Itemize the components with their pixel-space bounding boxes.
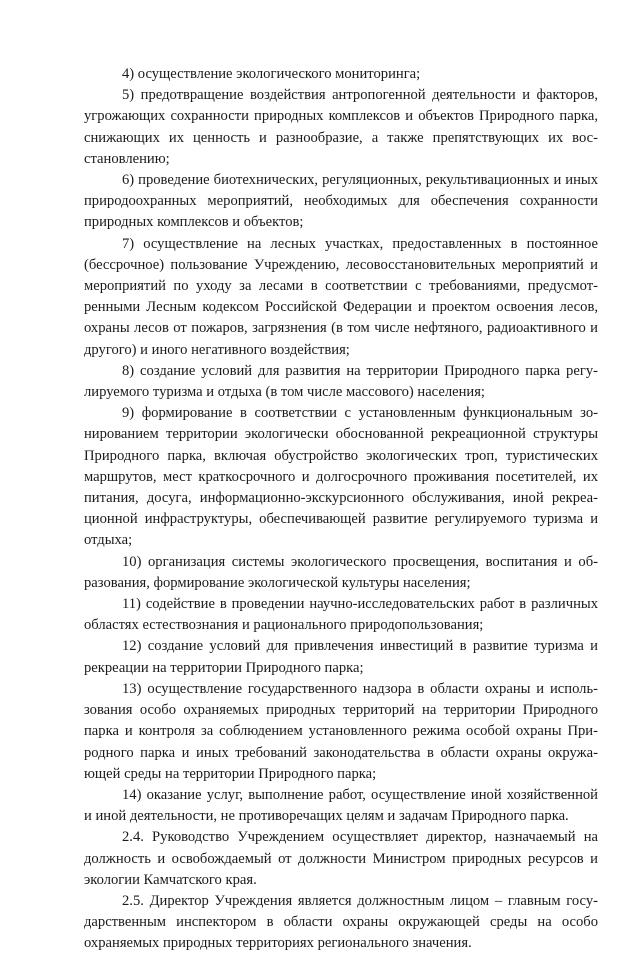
document-page bbox=[84, 64, 598, 955]
paragraph-item-11-research: 11) содействие в проведении научно-исследовательских работ в различных областях естествознания и рационального природопользования; bbox=[84, 596, 598, 634]
paragraph-item-6-measures: 6) проведение биотехнических, регуляционных, рекультивационных и иных природоохранных мероприятий, необходимых для обеспечения сохранности природных комплексов и объектов; bbox=[84, 172, 598, 231]
paragraph-item-13-supervision: 13) осуществление государственного надзора в области охраны и использования особо охраняемых природных территорий на территории Природного парка и контроля за соблюдением установленного режима особой охраны Природного парка и иных требований законодательства в области охраны окружающей среды на территории Природного парка; bbox=[84, 680, 598, 782]
paragraph-item-10-education: 10) организация системы экологического просвещения, воспитания и образования, формирование экологической культуры населения; bbox=[84, 553, 598, 591]
paragraph-section-2-5: 2.5. Директор Учреждения является должностным лицом – главным государственным инспектором в области охраны окружающей среды на особо охраняемых природных территориях регионального значения. bbox=[84, 892, 598, 952]
paragraph-item-4-monitoring: 4) осуществление экологического мониторинга; bbox=[122, 66, 421, 82]
paragraph-item-12-investment: 12) создание условий для привлечения инвестиций в развитие туризма и рекреации на территории Природного парка; bbox=[84, 638, 598, 676]
paragraph-section-2-4: 2.4. Руководство Учреждением осуществляет директор, назначаемый на должность и освобождаемый от должности Министром природных ресурсов и экологии Камчатского края. bbox=[84, 829, 598, 888]
paragraph-item-5-prevention: 5) предотвращение воздействия антропогенной деятельности и факторов, угрожающих сохранности природных комплексов и объектов Природного парка, снижающих их ценность и разнообразие, а также препятствующих их восстановлению; bbox=[84, 87, 598, 167]
paragraph-item-14-services: 14) оказание услуг, выполнение работ, осуществление иной хозяйственной и иной деятельности, не противоречащих целям и задачам Природного парка. bbox=[84, 786, 598, 825]
paragraph-item-7-forestry: 7) осуществление на лесных участках, предоставленных в постоянное (бессрочное) пользование Учреждению, лесовосстановительных мероприятий и мероприятий по уходу за лесами в соответствии с требованиями, предусмотренными Лесным кодексом Российской Федерации и проектом освоения лесов, охраны лесов от пожаров, загрязнения (в том числе нефтяного, радиоактивного и другого) и иного негативного воздействия; bbox=[84, 235, 598, 358]
paragraph-item-8-tourism: 8) создание условий для развития на территории Природного парка регулируемого туризма и отдыха (в том числе массового) населения; bbox=[84, 362, 598, 401]
paragraph-item-9-recreation: 9) формирование в соответствии с установленным функциональным зонированием территории экологически обоснованной рекреационной структуры Природного парка, включая обустройство экологических троп, туристических маршрутов, мест краткосрочного и долгосрочного проживания посетителей, их питания, досуга, информационно-экскурсионного обслуживания, иной рекреационной инфраструктуры, обеспечивающей развитие регулируемого туризма и отдыха; bbox=[84, 405, 598, 549]
